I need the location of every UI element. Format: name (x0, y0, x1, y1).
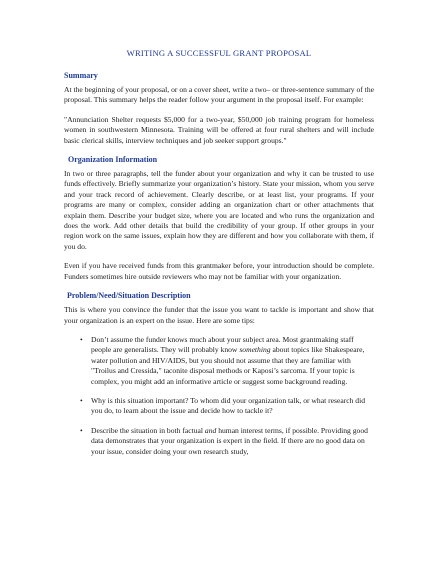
document-title: WRITING A SUCCESSFUL GRANT PROPOSAL (126, 48, 312, 58)
organization-paragraph-2: Even if you have received funds from this grantmaker before, your introduction should be complete. Funders sometimes hire outside reviewers who may not be familiar with your organization. (64, 261, 374, 281)
summary-section (64, 71, 374, 146)
list-item (80, 396, 374, 417)
tips-list (64, 335, 374, 457)
bullet-icon: • (80, 425, 83, 435)
organization-heading: Organization Information (68, 155, 158, 165)
tip-3-emphasis: and (204, 425, 217, 435)
tip-3-text-end: human interest terms, if possible. Providing good data demonstrates that your organization is expert in the field. If there are no good data on your issue, consider doing your own research study, (91, 425, 368, 456)
summary-example-paragraph: "Annunciation Shelter requests $5,000 for a two-year, $50,000 job training program for homeless women in southwestern Minnesota. Training will be offered at four rural shelters and will include basic clerical skills, interview techniques and job seeker support groups." (64, 114, 374, 145)
list-item (80, 426, 374, 457)
list-item (80, 335, 374, 387)
bullet-icon: • (80, 395, 83, 405)
problem-heading: Problem/Need/Situation Description (67, 291, 191, 301)
summary-heading: Summary (64, 71, 98, 80)
summary-intro-paragraph: At the beginning of your proposal, or on a cover sheet, write a two– or three-sentence summary of the proposal. This summary helps the reader follow your argument in the proposal itself. For example: (64, 85, 374, 105)
tip-3-text-start: Describe the situation in both factual (91, 425, 203, 435)
bullet-icon: • (80, 334, 83, 344)
tip-1-text-end: about topics like Shakespeare, water pollution and HIV/AIDS, but you should not assume that they are familiar with "Troilus and Cressida," taconite disposal methods or Kaposi’s sarcoma. If your topic is complex, you might add an informative article or suggest some background reading. (91, 345, 365, 386)
tip-2-text: Why is this situation important? To whom did your organization talk, or what research did you do, to learn about the issue and decide how to tackle it? (91, 395, 365, 416)
problem-section (64, 291, 374, 457)
tip-1-emphasis: something (239, 345, 271, 355)
organization-section (64, 155, 374, 282)
tip-1-text-start: Don’t assume the funder knows much about your subject area. Most grantmaking staff people are generalists. They will probably know (91, 334, 354, 355)
organization-paragraph-1: In two or three paragraphs, tell the funder about your organization and why it can be trusted to use funds effectively. Briefly summarize your organization’s history. State your mission, whom you serve and your track record of achievement. Clearly describe, or at least list, your programs. If your programs are many or complex, consider adding an organization chart or other attachments that explain them. Describe your budget size, where you are located and who runs the organization and does the work. Add other details that build the credibility of your group. If other groups in your region work on the same issues, explain how they are different and how you collaborate with them, if you do. (64, 169, 374, 251)
problem-intro-paragraph: This is where you convince the funder that the issue you want to tackle is important and show that your organization is an expert on the issue. Here are some tips: (64, 305, 374, 325)
